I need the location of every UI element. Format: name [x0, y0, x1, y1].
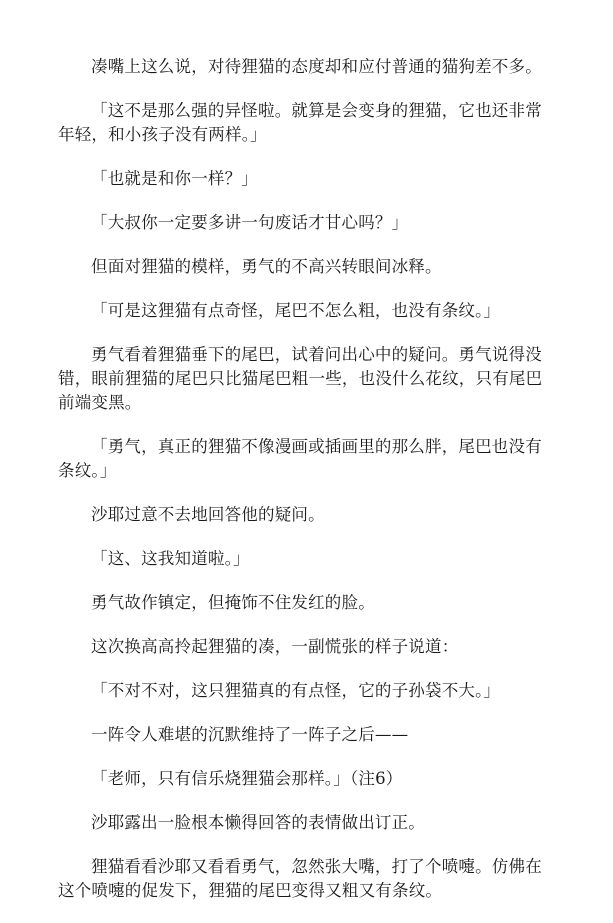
paragraph: 勇气看着狸猫垂下的尾巴，试着问出心中的疑问。勇气说得没错，眼前狸猫的尾巴只比猫尾巴粗一些，也没什么花纹，只有尾巴前端变黑。: [58, 345, 543, 412]
paragraph: 「大叔你一定要多讲一句废话才甘心吗？」: [91, 213, 409, 232]
paragraph: 狸猫看看沙耶又看看勇气，忽然张大嘴，打了个喷嚏。仿佛在这个喷嚏的促发下，狸猫的尾巴变得又粗又有条纹。: [58, 857, 542, 900]
paragraph: 「不对不对，这只狸猫真的有点怪，它的子孙袋不大。」: [91, 681, 501, 700]
text-body: [58, 55, 554, 923]
paragraph: 一阵令人难堪的沉默维持了一阵子之后——: [91, 725, 409, 744]
paragraph: 「勇气，真正的狸猫不像漫画或插画里的那么胖，尾巴也没有条纹。」: [58, 437, 542, 480]
paragraph: 「老师，只有信乐烧狸猫会那样。」（注6）: [91, 769, 403, 788]
paragraph: 沙耶露出一脸根本懒得回答的表情做出订正。: [91, 813, 425, 832]
paragraph: 「这不是那么强的异怪啦。就算是会变身的狸猫，它也还非常年轻，和小孩子没有两样。」: [58, 101, 542, 144]
paragraph: 「这、这我知道啦。」: [91, 549, 250, 568]
paragraph: 沙耶过意不去地回答他的疑问。: [91, 505, 325, 524]
paragraph: 这次换高高拎起狸猫的凑，一副慌张的样子说道：: [91, 637, 459, 656]
paragraph: 勇气故作镇定，但掩饰不住发红的脸。: [91, 593, 375, 612]
paragraph: 「也就是和你一样？」: [91, 169, 258, 188]
paragraph: 但面对狸猫的模样，勇气的不高兴转眼间冰释。: [91, 257, 442, 276]
paragraph: 凑嘴上这么说，对待狸猫的态度却和应付普通的猫狗差不多。: [91, 57, 542, 76]
paragraph: 「可是这狸猫有点奇怪，尾巴不怎么粗，也没有条纹。」: [91, 301, 501, 320]
